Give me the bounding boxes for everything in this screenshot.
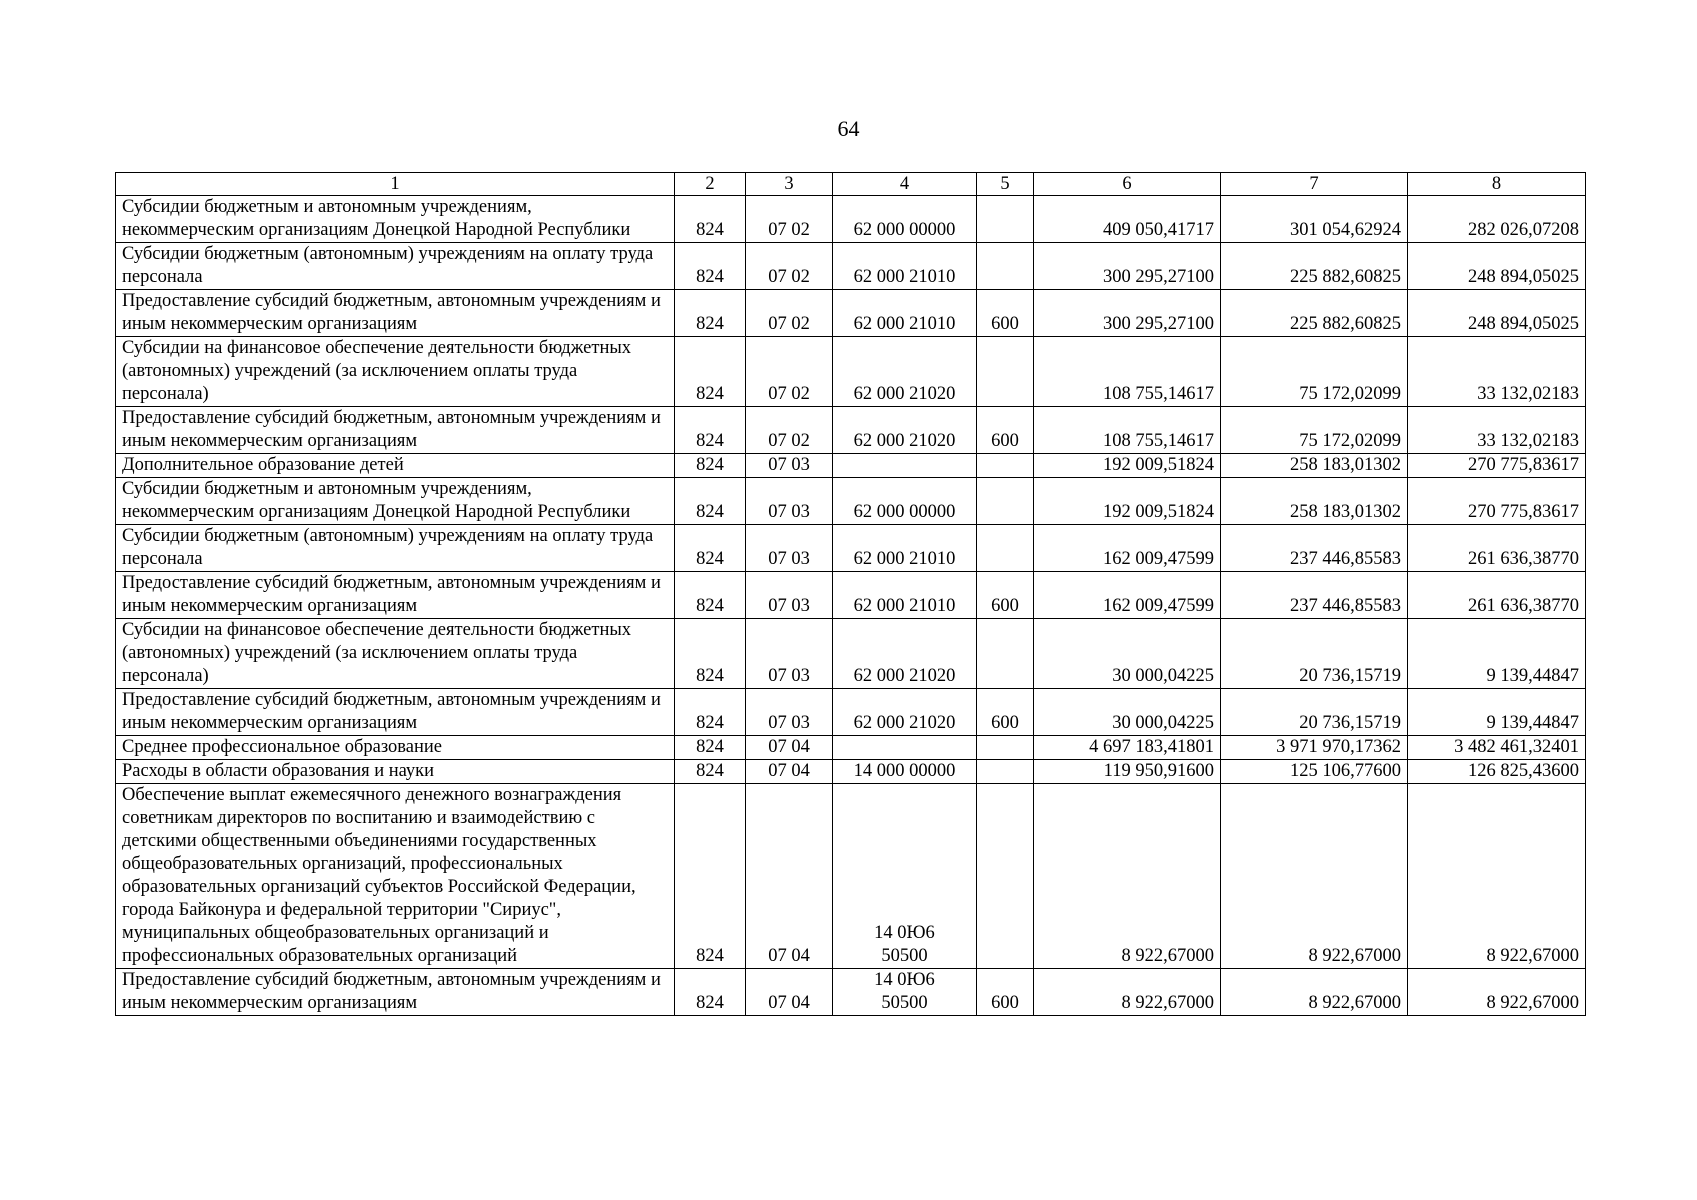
table-row bbox=[116, 760, 1586, 784]
row-name-cell: Предоставление субсидий бюджетным, автономным учреждениям и иным некоммерческим организациям bbox=[116, 689, 675, 736]
ministry-code-cell: 824 bbox=[675, 478, 746, 525]
section-code-cell: 07 02 bbox=[746, 337, 833, 407]
row-name-cell: Предоставление субсидий бюджетным, автономным учреждениям и иным некоммерческим организациям bbox=[116, 572, 675, 619]
amount-cell: 237 446,85583 bbox=[1221, 572, 1408, 619]
row-name-cell: Субсидии бюджетным и автономным учреждениям, некоммерческим организациям Донецкой Народной Республики bbox=[116, 196, 675, 243]
section-code-cell: 07 02 bbox=[746, 290, 833, 337]
amount-cell: 8 922,67000 bbox=[1408, 784, 1586, 969]
row-name-cell: Дополнительное образование детей bbox=[116, 454, 675, 478]
amount-cell: 270 775,83617 bbox=[1408, 478, 1586, 525]
amount-cell: 270 775,83617 bbox=[1408, 454, 1586, 478]
amount-cell: 9 139,44847 bbox=[1408, 689, 1586, 736]
table-row bbox=[116, 454, 1586, 478]
section-code-cell: 07 04 bbox=[746, 969, 833, 1016]
target-article-cell: 62 000 00000 bbox=[833, 196, 977, 243]
page-number: 64 bbox=[837, 116, 860, 141]
amount-cell: 9 139,44847 bbox=[1408, 619, 1586, 689]
target-article-cell: 14 000 00000 bbox=[833, 760, 977, 784]
target-article-cell: 62 000 21020 bbox=[833, 689, 977, 736]
target-article-cell: 62 000 21010 bbox=[833, 572, 977, 619]
amount-cell: 225 882,60825 bbox=[1221, 290, 1408, 337]
section-code-cell: 07 04 bbox=[746, 760, 833, 784]
amount-cell: 248 894,05025 bbox=[1408, 290, 1586, 337]
expense-type-cell: 600 bbox=[977, 689, 1034, 736]
amount-cell: 162 009,47599 bbox=[1034, 572, 1221, 619]
target-article-cell: 62 000 21020 bbox=[833, 619, 977, 689]
target-article-cell: 62 000 21020 bbox=[833, 337, 977, 407]
amount-cell: 119 950,91600 bbox=[1034, 760, 1221, 784]
expense-type-cell bbox=[977, 760, 1034, 784]
table-row bbox=[116, 243, 1586, 290]
section-code-cell: 07 03 bbox=[746, 572, 833, 619]
ministry-code-cell: 824 bbox=[675, 196, 746, 243]
table-row bbox=[116, 478, 1586, 525]
target-article-text: 14 0Ю6 50500 bbox=[874, 970, 935, 1013]
ministry-code-cell: 824 bbox=[675, 290, 746, 337]
amount-cell: 3 482 461,32401 bbox=[1408, 736, 1586, 760]
section-code-cell: 07 03 bbox=[746, 525, 833, 572]
amount-cell: 30 000,04225 bbox=[1034, 689, 1221, 736]
amount-cell: 162 009,47599 bbox=[1034, 525, 1221, 572]
row-name-cell: Субсидии бюджетным (автономным) учреждениям на оплату труда персонала bbox=[116, 243, 675, 290]
expense-type-cell: 600 bbox=[977, 407, 1034, 454]
expense-type-cell bbox=[977, 619, 1034, 689]
section-code-cell: 07 03 bbox=[746, 478, 833, 525]
amount-cell: 108 755,14617 bbox=[1034, 407, 1221, 454]
target-article-cell: 62 000 21020 bbox=[833, 407, 977, 454]
amount-cell: 282 026,07208 bbox=[1408, 196, 1586, 243]
expense-type-cell bbox=[977, 337, 1034, 407]
budget-table bbox=[115, 172, 1586, 1016]
expense-type-cell bbox=[977, 525, 1034, 572]
ministry-code-cell: 824 bbox=[675, 243, 746, 290]
ministry-code-cell: 824 bbox=[675, 784, 746, 969]
column-header: 6 bbox=[1034, 173, 1221, 196]
row-name-cell: Среднее профессиональное образование bbox=[116, 736, 675, 760]
amount-cell: 192 009,51824 bbox=[1034, 454, 1221, 478]
expense-type-cell bbox=[977, 243, 1034, 290]
amount-cell: 258 183,01302 bbox=[1221, 478, 1408, 525]
amount-cell: 258 183,01302 bbox=[1221, 454, 1408, 478]
row-name-cell: Субсидии бюджетным (автономным) учреждениям на оплату труда персонала bbox=[116, 525, 675, 572]
table-row bbox=[116, 337, 1586, 407]
amount-cell: 8 922,67000 bbox=[1034, 784, 1221, 969]
table-row bbox=[116, 619, 1586, 689]
column-header: 2 bbox=[675, 173, 746, 196]
amount-cell: 261 636,38770 bbox=[1408, 525, 1586, 572]
amount-cell: 8 922,67000 bbox=[1034, 969, 1221, 1016]
target-article-cell: 62 000 00000 bbox=[833, 478, 977, 525]
ministry-code-cell: 824 bbox=[675, 337, 746, 407]
target-article-cell: 62 000 21010 bbox=[833, 243, 977, 290]
section-code-cell: 07 02 bbox=[746, 196, 833, 243]
table-header-row bbox=[116, 173, 1586, 196]
expense-type-cell bbox=[977, 736, 1034, 760]
table-row bbox=[116, 689, 1586, 736]
target-article-cell bbox=[833, 736, 977, 760]
row-name-cell: Предоставление субсидий бюджетным, автономным учреждениям и иным некоммерческим организациям bbox=[116, 407, 675, 454]
target-article-text: 14 0Ю6 50500 bbox=[874, 923, 935, 966]
column-header: 3 bbox=[746, 173, 833, 196]
column-header: 4 bbox=[833, 173, 977, 196]
section-code-cell: 07 03 bbox=[746, 619, 833, 689]
amount-cell: 20 736,15719 bbox=[1221, 689, 1408, 736]
amount-cell: 409 050,41717 bbox=[1034, 196, 1221, 243]
expense-type-cell bbox=[977, 478, 1034, 525]
expense-type-cell bbox=[977, 784, 1034, 969]
row-name-cell: Расходы в области образования и науки bbox=[116, 760, 675, 784]
amount-cell: 248 894,05025 bbox=[1408, 243, 1586, 290]
ministry-code-cell: 824 bbox=[675, 407, 746, 454]
expense-type-cell bbox=[977, 196, 1034, 243]
amount-cell: 300 295,27100 bbox=[1034, 243, 1221, 290]
amount-cell: 3 971 970,17362 bbox=[1221, 736, 1408, 760]
section-code-cell: 07 03 bbox=[746, 689, 833, 736]
amount-cell: 8 922,67000 bbox=[1221, 969, 1408, 1016]
target-article-cell bbox=[833, 784, 977, 969]
amount-cell: 75 172,02099 bbox=[1221, 407, 1408, 454]
expense-type-cell: 600 bbox=[977, 969, 1034, 1016]
table-row bbox=[116, 784, 1586, 969]
amount-cell: 225 882,60825 bbox=[1221, 243, 1408, 290]
target-article-cell: 62 000 21010 bbox=[833, 525, 977, 572]
target-article-cell bbox=[833, 969, 977, 1016]
section-code-cell: 07 03 bbox=[746, 454, 833, 478]
ministry-code-cell: 824 bbox=[675, 525, 746, 572]
expense-type-cell bbox=[977, 454, 1034, 478]
amount-cell: 237 446,85583 bbox=[1221, 525, 1408, 572]
column-header: 8 bbox=[1408, 173, 1586, 196]
table-row bbox=[116, 969, 1586, 1016]
expense-type-cell: 600 bbox=[977, 290, 1034, 337]
table-row bbox=[116, 290, 1586, 337]
row-name-cell: Предоставление субсидий бюджетным, автономным учреждениям и иным некоммерческим организациям bbox=[116, 290, 675, 337]
amount-cell: 261 636,38770 bbox=[1408, 572, 1586, 619]
amount-cell: 33 132,02183 bbox=[1408, 337, 1586, 407]
ministry-code-cell: 824 bbox=[675, 454, 746, 478]
table-row bbox=[116, 525, 1586, 572]
amount-cell: 75 172,02099 bbox=[1221, 337, 1408, 407]
ministry-code-cell: 824 bbox=[675, 736, 746, 760]
amount-cell: 192 009,51824 bbox=[1034, 478, 1221, 525]
ministry-code-cell: 824 bbox=[675, 619, 746, 689]
row-name-cell: Субсидии на финансовое обеспечение деятельности бюджетных (автономных) учреждений (за исключением оплаты труда персонала) bbox=[116, 619, 675, 689]
amount-cell: 4 697 183,41801 bbox=[1034, 736, 1221, 760]
table-row bbox=[116, 407, 1586, 454]
amount-cell: 33 132,02183 bbox=[1408, 407, 1586, 454]
ministry-code-cell: 824 bbox=[675, 689, 746, 736]
column-header: 5 bbox=[977, 173, 1034, 196]
ministry-code-cell: 824 bbox=[675, 572, 746, 619]
amount-cell: 108 755,14617 bbox=[1034, 337, 1221, 407]
row-name-cell: Субсидии бюджетным и автономным учреждениям, некоммерческим организациям Донецкой Народной Республики bbox=[116, 478, 675, 525]
amount-cell: 126 825,43600 bbox=[1408, 760, 1586, 784]
amount-cell: 125 106,77600 bbox=[1221, 760, 1408, 784]
row-name-cell: Субсидии на финансовое обеспечение деятельности бюджетных (автономных) учреждений (за исключением оплаты труда персонала) bbox=[116, 337, 675, 407]
amount-cell: 30 000,04225 bbox=[1034, 619, 1221, 689]
expense-type-cell: 600 bbox=[977, 572, 1034, 619]
section-code-cell: 07 02 bbox=[746, 407, 833, 454]
table-body bbox=[116, 196, 1586, 1016]
table-row bbox=[116, 196, 1586, 243]
section-code-cell: 07 04 bbox=[746, 736, 833, 760]
amount-cell: 301 054,62924 bbox=[1221, 196, 1408, 243]
amount-cell: 8 922,67000 bbox=[1221, 784, 1408, 969]
row-name-cell: Предоставление субсидий бюджетным, автономным учреждениям и иным некоммерческим организациям bbox=[116, 969, 675, 1016]
section-code-cell: 07 04 bbox=[746, 784, 833, 969]
ministry-code-cell: 824 bbox=[675, 760, 746, 784]
table-row bbox=[116, 736, 1586, 760]
target-article-cell bbox=[833, 454, 977, 478]
row-name-cell: Обеспечение выплат ежемесячного денежного вознаграждения советникам директоров по воспитанию и взаимодействию с детскими общественными объединениями государственных общеобразовательных организаций, профессиональных образовательных организаций субъектов Российской Федерации, города Байконура и федеральной территории "Сириус", муниципальных общеобразовательных организаций и профессиональных образовательных организаций bbox=[116, 784, 675, 969]
column-header: 7 bbox=[1221, 173, 1408, 196]
amount-cell: 20 736,15719 bbox=[1221, 619, 1408, 689]
column-header: 1 bbox=[116, 173, 675, 196]
ministry-code-cell: 824 bbox=[675, 969, 746, 1016]
amount-cell: 300 295,27100 bbox=[1034, 290, 1221, 337]
amount-cell: 8 922,67000 bbox=[1408, 969, 1586, 1016]
table-row bbox=[116, 572, 1586, 619]
target-article-cell: 62 000 21010 bbox=[833, 290, 977, 337]
section-code-cell: 07 02 bbox=[746, 243, 833, 290]
